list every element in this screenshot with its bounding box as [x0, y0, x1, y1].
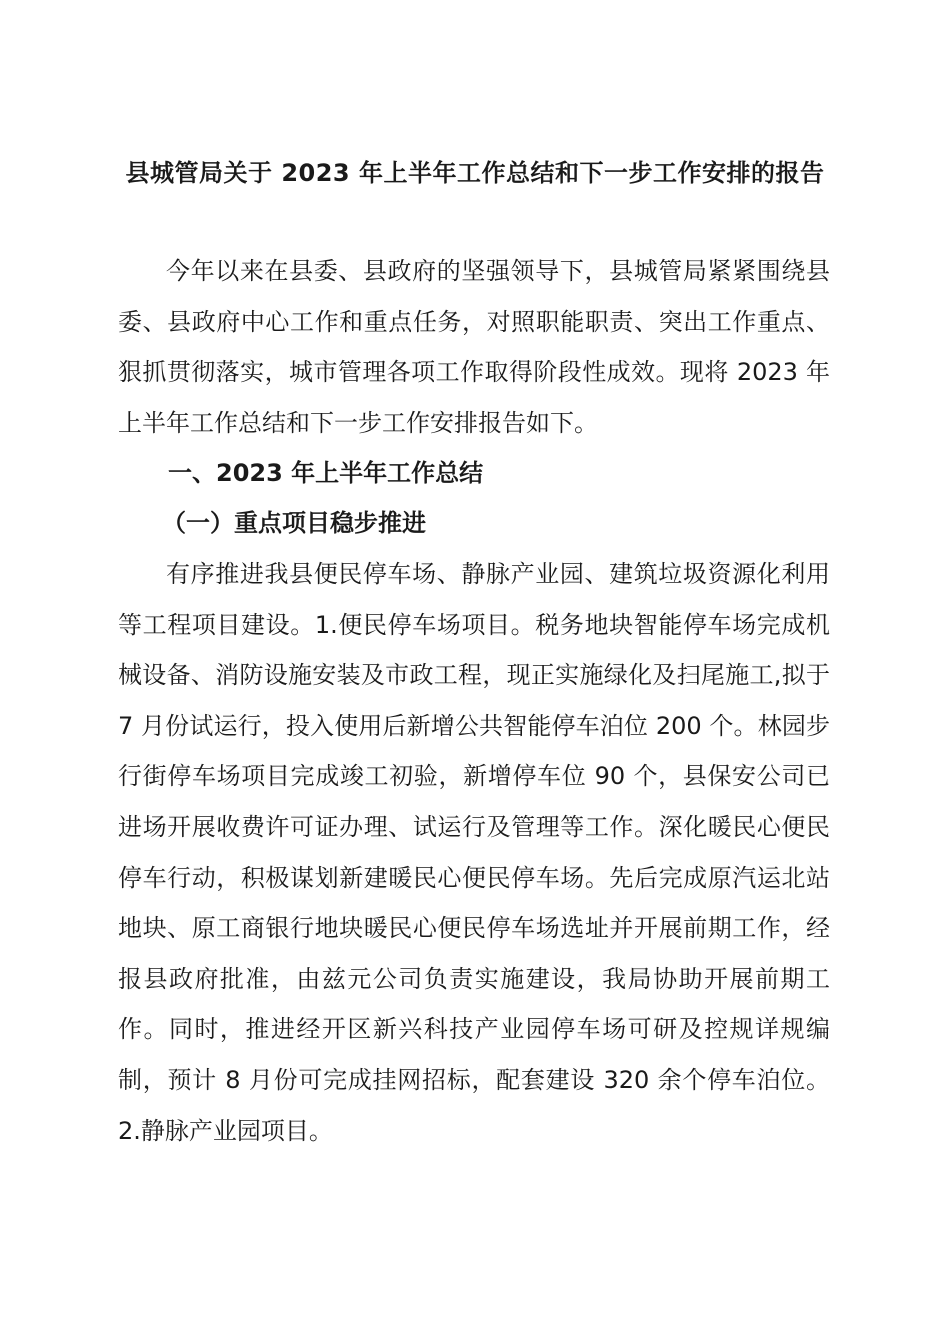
document-title: 县城管局关于 2023 年上半年工作总结和下一步工作安排的报告 — [125, 159, 825, 187]
intro-paragraph: 今年以来在县委、县政府的坚强领导下，县城管局紧紧围绕县委、县政府中心工作和重点任务，对照职能职责、突出工作重点、狠抓贯彻落实，城市管理各项工作取得阶段性成效。现将 2023 年上半年工作总结和下一步工作安排报告如下。 — [118, 257, 830, 437]
body-paragraph: 有序推进我县便民停车场、静脉产业园、建筑垃圾资源化利用等工程项目建设。1.便民停车场项目。税务地块智能停车场完成机械设备、消防设施安装及市政工程，现正实施绿化及扫尾施工,拟于 7 月份试运行，投入使用后新增公共智能停车泊位 200 个。林园步行街停车场项目完成竣工初验，新增停车位 90 个，县保安公司已进场开展收费许可证办理、试运行及管理等工作。深化暖民心便民停车行动，积极谋划新建暖民心便民停车场。先后完成原汽运北站地块、原工商银行地块暖民心便民停车场选址并开展前期工作，经报县政府批准，由兹元公司负责实施建设，我局协助开展前期工作。同时，推进经开区新兴科技产业园停车场可研及控规详规编制，预计 8 月份可完成挂网招标，配套建设 320 余个停车泊位。2.静脉产业园项目。 — [118, 560, 830, 1145]
section-heading: 一、2023 年上半年工作总结 — [168, 459, 484, 487]
subsection-heading: （一）重点项目稳步推进 — [162, 509, 426, 537]
